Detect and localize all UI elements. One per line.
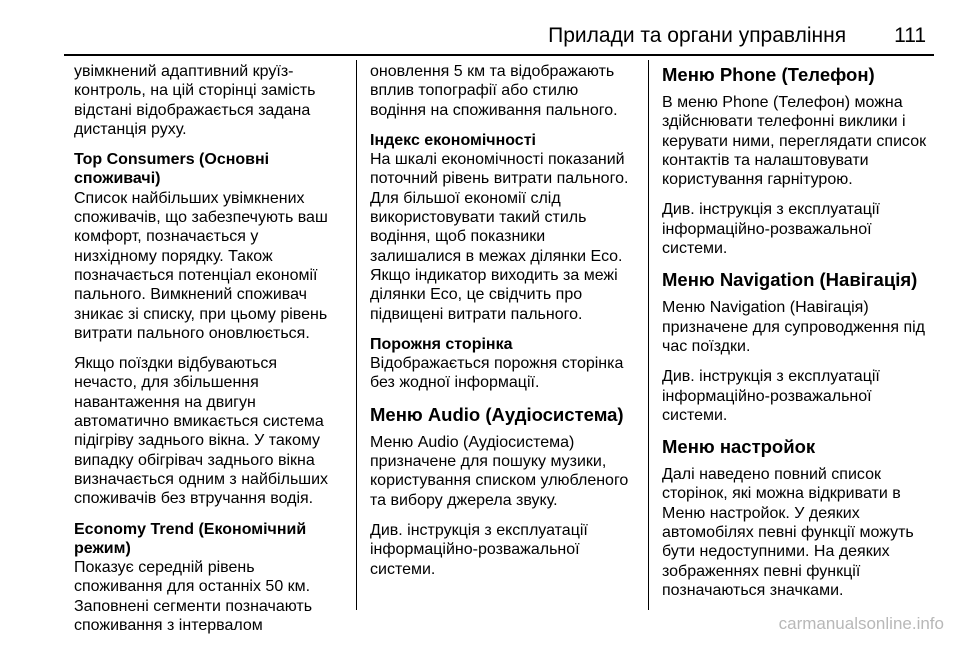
text-line: дистанція руху. bbox=[74, 120, 187, 138]
column-2 bbox=[370, 62, 652, 590]
text-line: визначається одним з найбільших bbox=[74, 470, 329, 488]
text-line: Далі наведено повний список bbox=[662, 466, 881, 484]
text-line: Див. інструкція з експлуатації bbox=[662, 201, 880, 219]
text-line: Порожня сторінка bbox=[370, 335, 513, 353]
text-line: споживання з інтервалом bbox=[74, 617, 263, 635]
subheading bbox=[74, 520, 356, 559]
text-line: Меню Navigation (Навігація) bbox=[662, 269, 918, 291]
text-line: Меню настройок bbox=[662, 436, 816, 458]
paragraph bbox=[74, 189, 356, 343]
text-line: Заповнені сегменти позначають bbox=[74, 597, 313, 615]
text-line: В меню Phone (Телефон) можна bbox=[662, 94, 903, 111]
text-line: бути недоступними. На деяких bbox=[662, 543, 890, 561]
page-number: 111 bbox=[894, 24, 926, 47]
column-3 bbox=[662, 62, 934, 611]
section-heading bbox=[662, 436, 934, 458]
text-line: Показує середній рівень bbox=[74, 559, 255, 577]
text-line: Меню Navigation (Навігація) bbox=[662, 299, 869, 317]
text-line: пального. Вимкнений споживач bbox=[74, 286, 307, 304]
text-line: поточний рівень витрати пального. bbox=[370, 170, 629, 188]
paragraph bbox=[662, 465, 934, 600]
text-line: Top Consumers (Основні bbox=[74, 151, 270, 169]
text-line: споживання для останніх 50 км. bbox=[74, 578, 311, 596]
text-line: сторінок, які можна відкривати в bbox=[662, 485, 901, 503]
paragraph bbox=[370, 521, 652, 579]
text-line: інформаційно-розважальної bbox=[662, 387, 872, 405]
text-line: Меню Phone (Телефон) bbox=[662, 64, 875, 85]
text-line: оновлення 5 км та відображають bbox=[370, 63, 615, 80]
text-line: системи. bbox=[662, 406, 728, 424]
text-line: споживачів, що забезпечують ваш bbox=[74, 209, 328, 227]
text-line: користування списком улюбленого bbox=[370, 472, 629, 490]
paragraph bbox=[370, 62, 652, 120]
text-line: підігріву заднього вікна. У такому bbox=[74, 432, 321, 450]
text-line: низхідному порядку. Також bbox=[74, 247, 273, 265]
text-line: Якщо індикатор виходить за межі bbox=[370, 266, 618, 284]
text-line: Меню Audio (Аудіосистема) bbox=[370, 433, 575, 451]
text-line: позначається потенціал економії bbox=[74, 266, 318, 284]
subheading bbox=[370, 335, 652, 354]
text-line: системи. bbox=[662, 240, 728, 258]
text-line: автоматично вмикається система bbox=[74, 413, 324, 431]
text-line: водіння на споживання пального. bbox=[370, 101, 618, 119]
text-line: навантаження на двигун bbox=[74, 393, 256, 411]
text-line: контроль, на цій сторінці замість bbox=[74, 82, 316, 100]
text-line: та вибору джерела звуку. bbox=[370, 491, 558, 509]
text-line: використовувати такий стиль bbox=[370, 209, 587, 227]
text-line: Індекс економічності bbox=[370, 131, 536, 149]
text-line: керувати ними, переглядати список bbox=[662, 132, 927, 150]
subheading bbox=[74, 150, 356, 189]
text-line: Див. інструкція з експлуатації bbox=[370, 521, 588, 539]
text-line: комфорт, позначається у bbox=[74, 228, 259, 246]
text-line: системи. bbox=[370, 560, 436, 578]
text-line: контактів та налаштовувати bbox=[662, 151, 869, 169]
paragraph bbox=[74, 62, 356, 139]
text-line: ділянки Eco, це свідчить про bbox=[370, 286, 583, 304]
header-title: Прилади та органи управління bbox=[548, 24, 847, 47]
text-line: випадку обігрівач заднього вікна bbox=[74, 451, 315, 469]
text-line: споживачі) bbox=[74, 170, 161, 188]
text-line: інформаційно-розважальної bbox=[662, 220, 872, 238]
watermark: carmanualsonline.info bbox=[778, 614, 944, 633]
section-heading bbox=[662, 64, 934, 86]
text-line: увімкнений адаптивний круїз- bbox=[74, 63, 294, 80]
text-line: Відображається порожня сторінка bbox=[370, 355, 624, 373]
column-1 bbox=[74, 62, 356, 646]
paragraph bbox=[370, 433, 652, 510]
column-divider-1 bbox=[356, 60, 357, 610]
paragraph bbox=[662, 367, 934, 425]
text-line: На шкалі економічності показаний bbox=[370, 151, 625, 169]
paragraph bbox=[662, 93, 934, 189]
text-line: Economy Trend (Економічний bbox=[74, 520, 307, 538]
section-heading bbox=[662, 269, 934, 291]
text-line: споживачів без втручання водія. bbox=[74, 490, 314, 508]
paragraph bbox=[74, 558, 356, 635]
text-line: Див. інструкція з експлуатації bbox=[662, 368, 880, 386]
subheading bbox=[370, 131, 652, 150]
text-line: витрати пального оновлюється. bbox=[74, 324, 310, 342]
text-line: здійснювати телефонні виклики і bbox=[662, 113, 906, 131]
text-line: Якщо поїздки відбуваються bbox=[74, 355, 277, 373]
text-line: водіння, щоб показники bbox=[370, 228, 546, 246]
paragraph bbox=[370, 150, 652, 324]
text-line: Меню Audio (Аудіосистема) bbox=[370, 403, 624, 425]
text-line: без жодної інформації. bbox=[370, 374, 540, 392]
paragraph bbox=[370, 354, 652, 393]
text-line: призначене для пошуку музики, bbox=[370, 453, 607, 471]
text-line: Список найбільших увімкнених bbox=[74, 189, 305, 207]
page-header bbox=[0, 24, 926, 48]
text-line: залишалися в межах ділянки Eco. bbox=[370, 247, 623, 265]
text-line: відстані відображається задана bbox=[74, 101, 311, 119]
text-line: зникає зі списку, при цьому рівень bbox=[74, 305, 328, 323]
text-line: Для більшої економії слід bbox=[370, 189, 561, 207]
text-line: призначене для супроводження під bbox=[662, 318, 926, 336]
text-line: позначаються значками. bbox=[662, 581, 844, 599]
text-line: підвищені витрати пального. bbox=[370, 305, 583, 323]
paragraph bbox=[662, 200, 934, 258]
text-line: зображеннях певні функції bbox=[662, 562, 861, 580]
text-line: Меню настройок. У деяких bbox=[662, 504, 860, 522]
column-divider-2 bbox=[648, 60, 649, 610]
text-line: вплив топографії або стилю bbox=[370, 82, 579, 100]
text-line: автомобілях певні функції можуть bbox=[662, 524, 914, 542]
header-rule bbox=[64, 54, 934, 56]
text-line: час поїздки. bbox=[662, 337, 751, 355]
text-line: користування гарнітурою. bbox=[662, 171, 853, 189]
paragraph bbox=[74, 354, 356, 508]
text-line: інформаційно-розважальної bbox=[370, 541, 580, 559]
section-heading bbox=[370, 404, 652, 426]
text-line: режим) bbox=[74, 539, 131, 557]
paragraph bbox=[662, 298, 934, 356]
text-line: нечасто, для збільшення bbox=[74, 374, 259, 392]
